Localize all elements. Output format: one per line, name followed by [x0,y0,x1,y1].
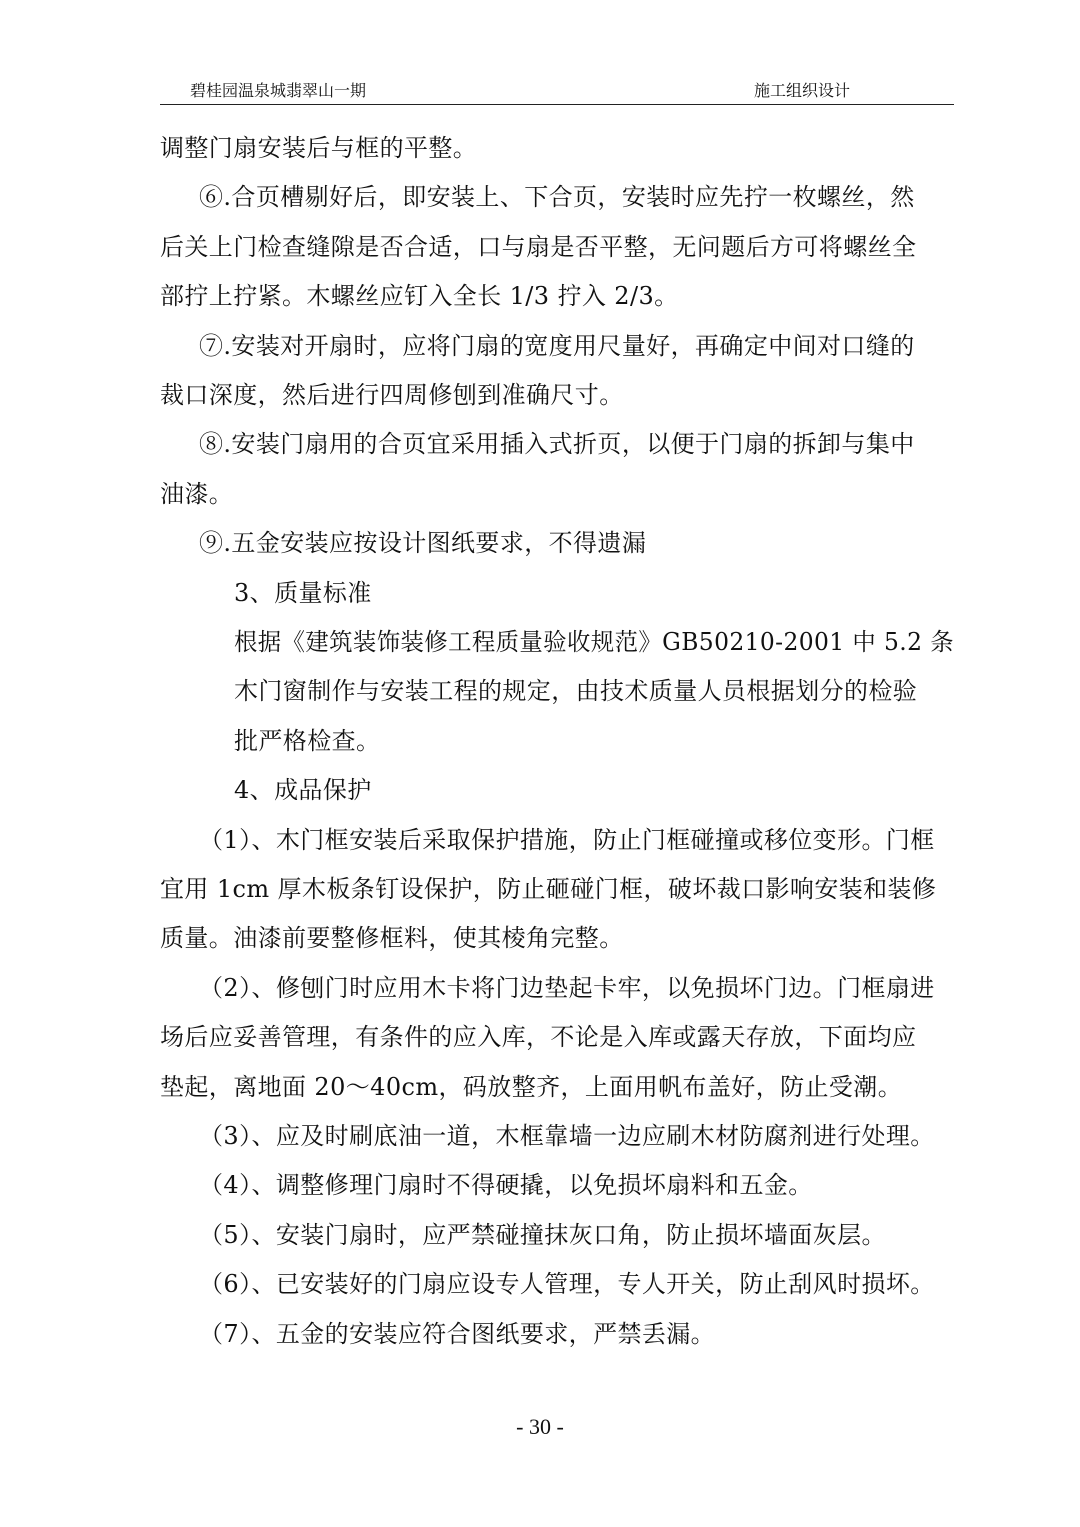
body-line: 木门窗制作与安装工程的规定，由技术质量人员根据划分的检验 [234,677,918,705]
header-project-name: 碧桂园温泉城翡翠山一期 [190,81,367,100]
body-line: 场后应妥善管理，有条件的应入库，不论是入库或露天存放，下面均应 [160,1023,917,1051]
body-line: 垫起，离地面 20～40cm，码放整齐，上面用帆布盖好，防止受潮。 [160,1073,903,1101]
body-line: 根据《建筑装饰装修工程质量验收规范》GB50210-2001 中 5.2 条 [234,628,954,656]
body-line: （2）、修刨门时应用木卡将门边垫起卡牢，以免损坏门边。门框扇进 [199,974,935,1002]
body-line: 调整门扇安装后与框的平整。 [160,134,478,162]
body-line: 裁口深度，然后进行四周修刨到准确尺寸。 [160,381,624,409]
body-line: 油漆。 [160,480,234,508]
body-line: （7）、五金的安装应符合图纸要求，严禁丢漏。 [199,1320,716,1348]
body-line: ⑥.合页槽剔好后，即安装上、下合页，安装时应先拧一枚螺丝，然 [199,183,915,211]
body-line: （3）、应及时刷底油一道，木框靠墙一边应刷木材防腐剂进行处理。 [199,1122,935,1150]
body-line: 质量。油漆前要整修框料，使其棱角完整。 [160,924,624,952]
body-line: （1）、木门框安装后采取保护措施，防止门框碰撞或移位变形。门框 [199,826,935,854]
body-line: （6）、已安装好的门扇应设专人管理，专人开关，防止刮风时损坏。 [199,1270,935,1298]
page-header [160,74,954,105]
section-heading: 4、成品保护 [234,776,372,804]
body-line: （4）、调整修理门扇时不得硬撬，以免损坏扇料和五金。 [199,1171,813,1199]
page-number: - 30 - [516,1414,564,1439]
body-line: ⑦.安装对开扇时，应将门扇的宽度用尺量好，再确定中间对口缝的 [199,332,915,360]
body-line: 批严格检查。 [234,727,381,755]
body-line: 部拧上拧紧。木螺丝应钉入全长 1/3 拧入 2/3。 [160,282,679,310]
body-line: 后关上门检查缝隙是否合适，口与扇是否平整，无问题后方可将螺丝全 [160,233,917,261]
body-line: ⑧.安装门扇用的合页宜采用插入式折页，以便于门扇的拆卸与集中 [199,430,915,458]
body-line: （5）、安装门扇时，应严禁碰撞抹灰口角，防止损坏墙面灰层。 [199,1221,886,1249]
body-line: ⑨.五金安装应按设计图纸要求，不得遗漏 [199,529,647,557]
header-document-type: 施工组织设计 [753,81,850,100]
section-heading: 3、质量标准 [234,579,372,607]
body-line: 宜用 1cm 厚木板条钉设保护，防止砸碰门框，破坏裁口影响安装和装修 [160,875,937,903]
